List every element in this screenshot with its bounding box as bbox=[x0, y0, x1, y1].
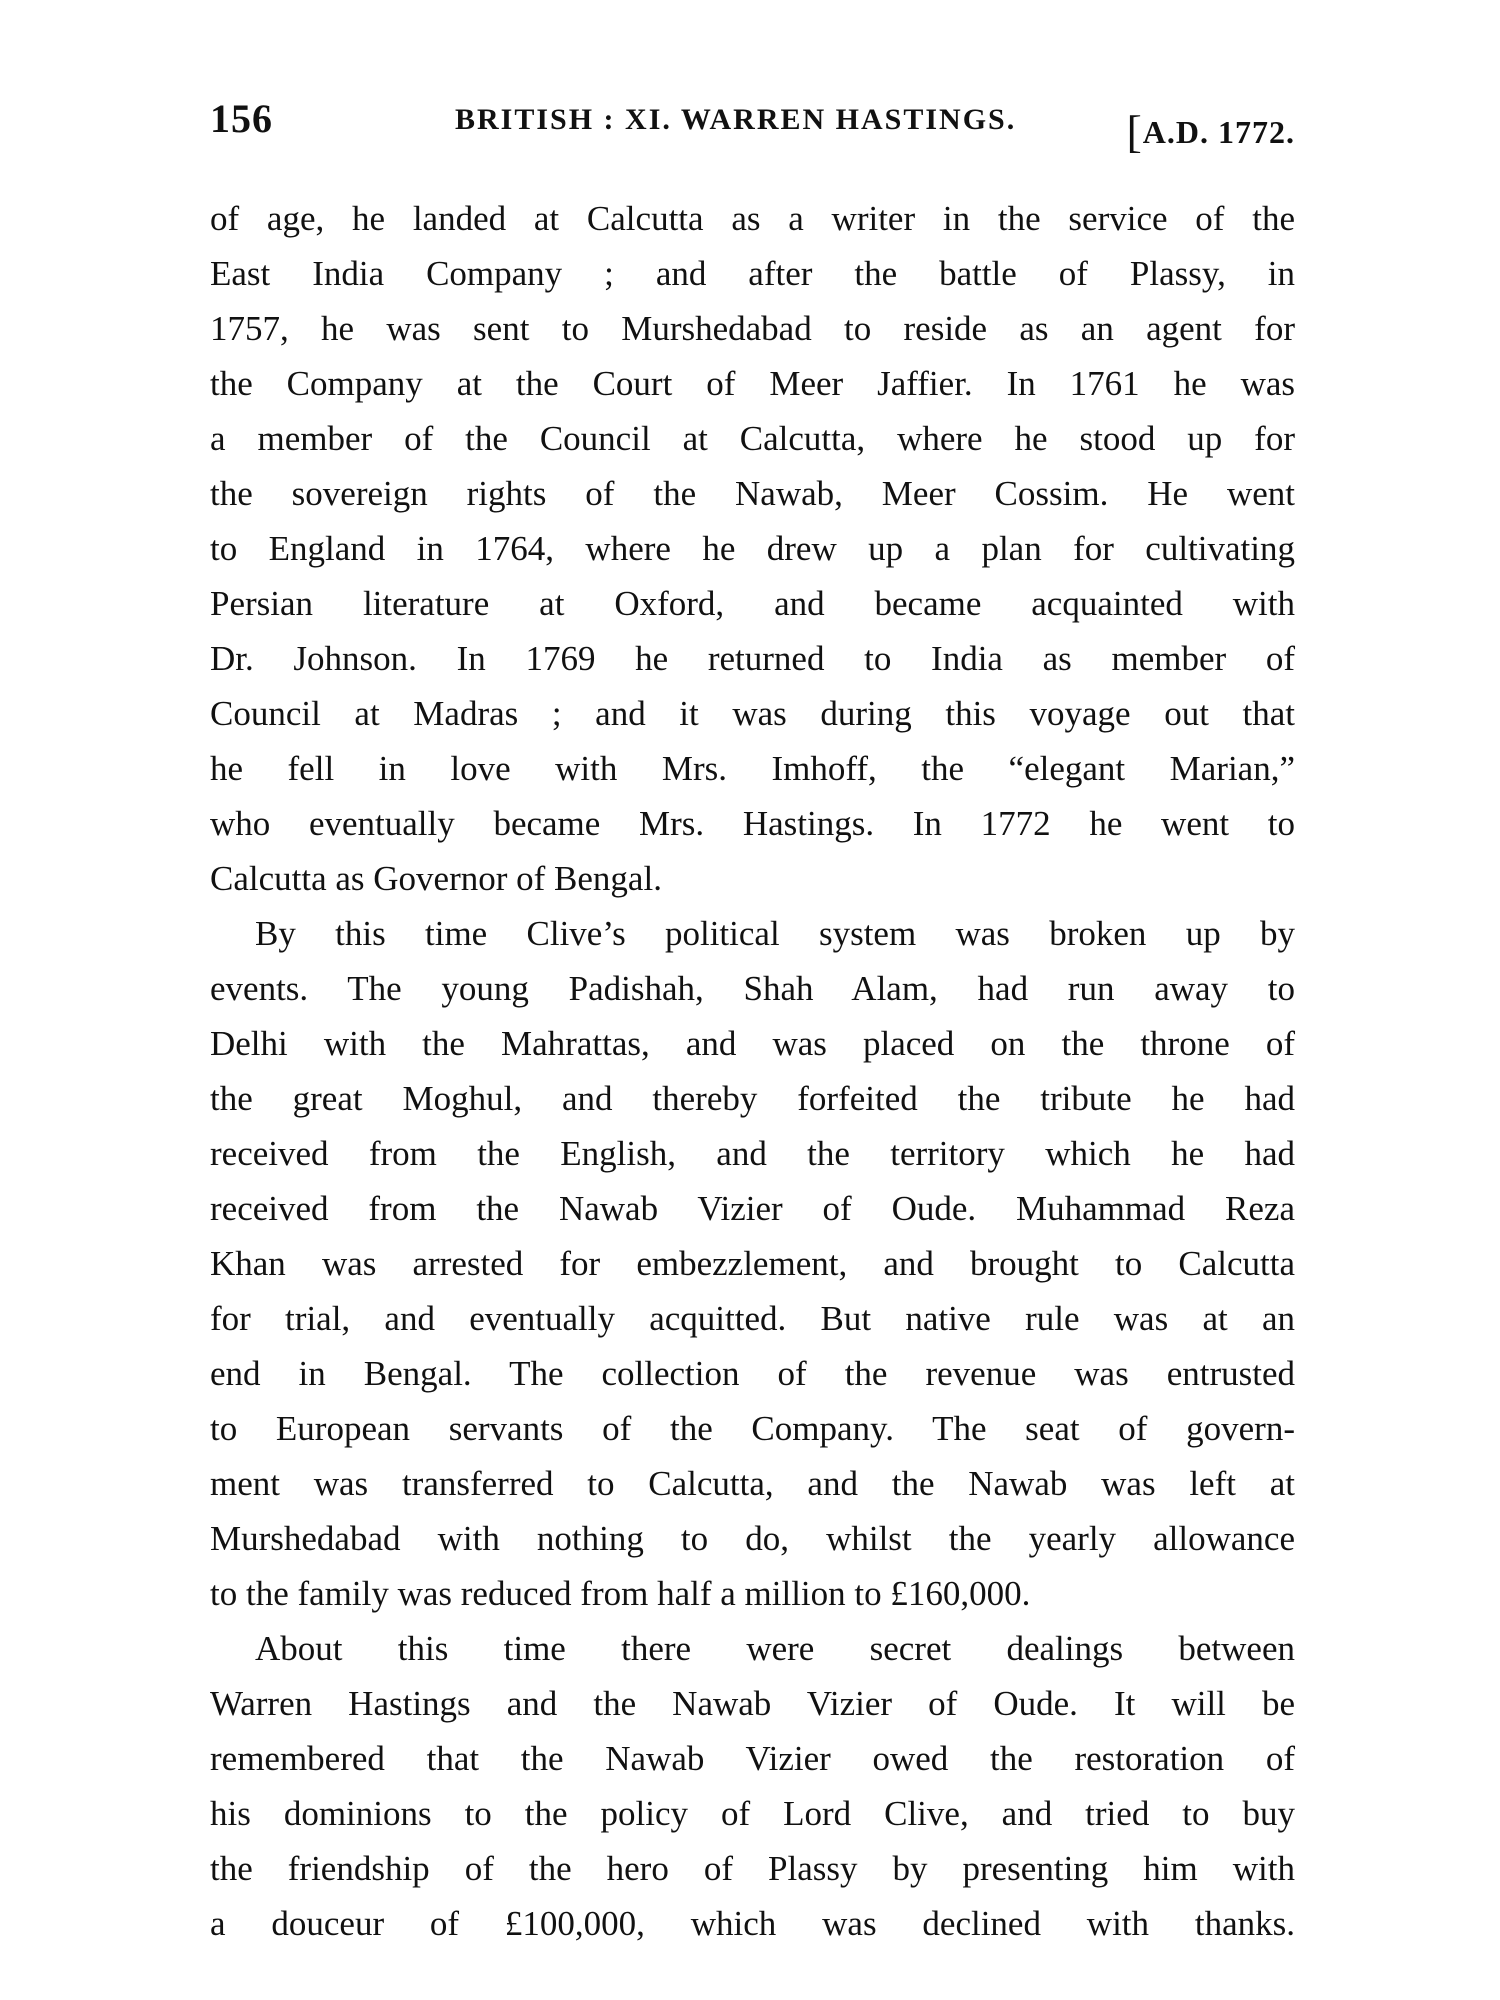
text-line: events. The young Padishah, Shah Alam, had run away to bbox=[210, 969, 1295, 1008]
text-line: Warren Hastings and the Nawab Vizier of Oude. It will be bbox=[210, 1684, 1295, 1723]
text-line: Murshedabad with nothing to do, whilst the yearly allowance bbox=[210, 1519, 1295, 1558]
text-line: received from the English, and the territory which he had bbox=[210, 1134, 1295, 1173]
text-line: the friendship of the hero of Plassy by presenting him with bbox=[210, 1849, 1295, 1888]
text-line: ment was transferred to Calcutta, and the Nawab was left at bbox=[210, 1464, 1295, 1503]
text-line: the sovereign rights of the Nawab, Meer Cossim. He went bbox=[210, 474, 1295, 513]
text-line: Persian literature at Oxford, and became acquainted with bbox=[210, 584, 1295, 623]
text-line: to England in 1764, where he drew up a plan for cultivating bbox=[210, 529, 1295, 568]
text-line: he fell in love with Mrs. Imhoff, the “elegant Marian,” bbox=[210, 749, 1295, 788]
text-line: Khan was arrested for embezzlement, and brought to Calcutta bbox=[210, 1244, 1295, 1283]
text-line: of age, he landed at Calcutta as a writer in the service of the bbox=[210, 199, 1295, 238]
header-bracket: [ bbox=[1126, 106, 1143, 157]
text-line: Council at Madras ; and it was during this voyage out that bbox=[210, 694, 1295, 733]
header-date-text: A.D. 1772. bbox=[1142, 114, 1295, 150]
text-line: end in Bengal. The collection of the revenue was entrusted bbox=[210, 1354, 1295, 1393]
text-line: Dr. Johnson. In 1769 he returned to India as member of bbox=[210, 639, 1295, 678]
text-line: About this time there were secret dealings between bbox=[255, 1629, 1295, 1668]
text-line: who eventually became Mrs. Hastings. In 1772 he went to bbox=[210, 804, 1295, 843]
header-date bbox=[1126, 101, 1295, 157]
paragraph-3 bbox=[210, 1621, 1295, 1951]
text-line: a member of the Council at Calcutta, where he stood up for bbox=[210, 419, 1295, 458]
text-line: 1757, he was sent to Murshedabad to reside as an agent for bbox=[210, 309, 1295, 348]
text-line: the Company at the Court of Meer Jaffier. In 1761 he was bbox=[210, 364, 1295, 403]
running-head bbox=[210, 95, 1295, 155]
body-text bbox=[210, 191, 1295, 1951]
text-line: for trial, and eventually acquitted. But native rule was at an bbox=[210, 1299, 1295, 1338]
text-line: By this time Clive’s political system was broken up by bbox=[255, 914, 1295, 953]
book-page bbox=[210, 95, 1295, 1951]
text-line: East India Company ; and after the battle of Plassy, in bbox=[210, 254, 1295, 293]
text-line: to European servants of the Company. The seat of govern- bbox=[210, 1409, 1295, 1448]
text-line: to the family was reduced from half a million to £160,000. bbox=[210, 1574, 1031, 1613]
text-line: his dominions to the policy of Lord Clive, and tried to buy bbox=[210, 1794, 1295, 1833]
paragraph-2 bbox=[210, 906, 1295, 1621]
text-line: a douceur of £100,000, which was declined with thanks. bbox=[210, 1904, 1295, 1943]
paragraph-1 bbox=[210, 191, 1295, 906]
text-line: remembered that the Nawab Vizier owed the restoration of bbox=[210, 1739, 1295, 1778]
page-number: 156 bbox=[210, 96, 273, 141]
running-title: BRITISH : XI. WARREN HASTINGS. bbox=[455, 103, 1017, 136]
text-line: Delhi with the Mahrattas, and was placed on the throne of bbox=[210, 1024, 1295, 1063]
text-line: received from the Nawab Vizier of Oude. Muhammad Reza bbox=[210, 1189, 1295, 1228]
text-line: Calcutta as Governor of Bengal. bbox=[210, 859, 662, 898]
text-line: the great Moghul, and thereby forfeited the tribute he had bbox=[210, 1079, 1295, 1118]
